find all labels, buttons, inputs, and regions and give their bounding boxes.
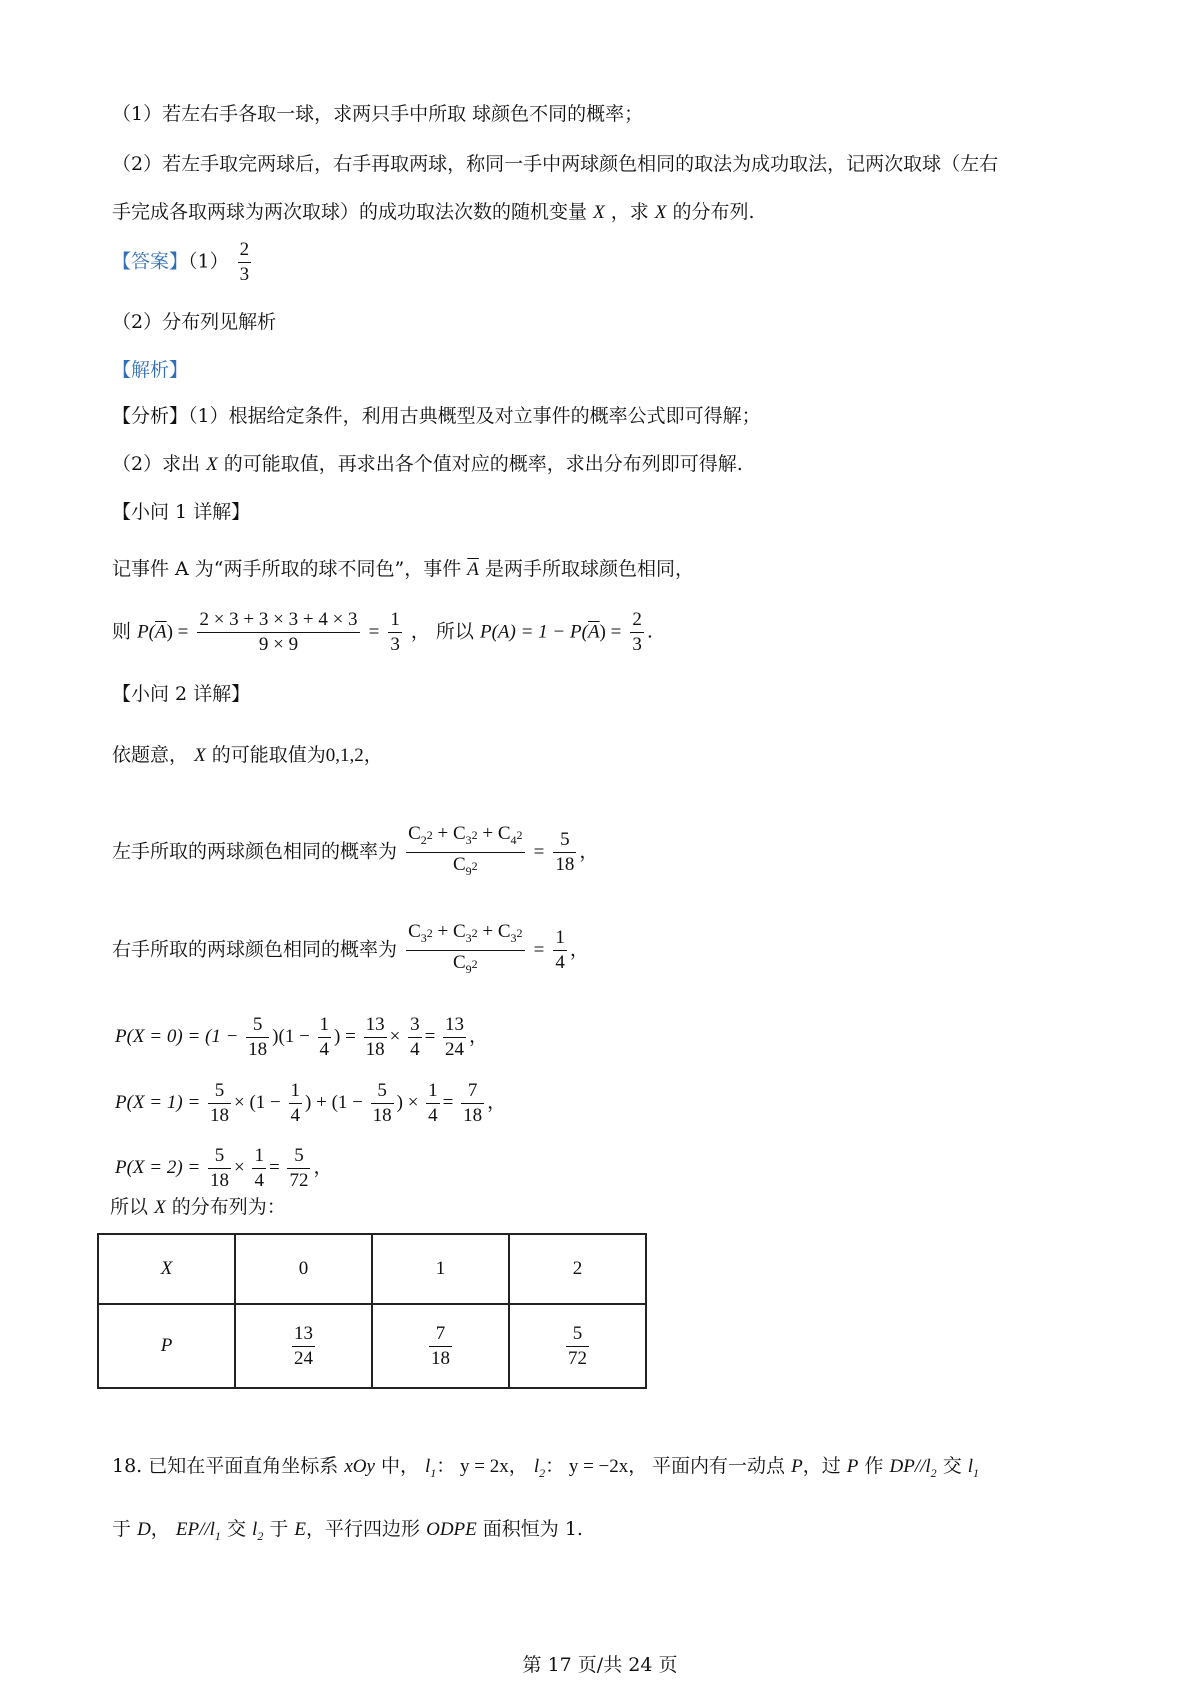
sub2-values: [112, 742, 383, 769]
event-text: 记事件 A 为“两手所取的球不同色”，事件: [112, 558, 462, 580]
p18-p: P: [791, 1456, 803, 1477]
p18-text: 于: [112, 1518, 132, 1540]
question-text: 的分布列.: [672, 201, 755, 223]
math-text: P(X = 2) =: [115, 1156, 201, 1178]
answer-part1: [112, 238, 254, 287]
values-text: 依题意，: [112, 744, 189, 766]
fraction: [630, 608, 644, 657]
fenxi-line2: [112, 451, 743, 478]
then-word: 则: [112, 620, 132, 643]
comb-fraction: $\frac{C_22 + C_32 + C_42}{C_92}$: [408, 823, 523, 878]
fenxi-line1: [112, 403, 761, 429]
p18-text: ： y = −2x， 平面内有一动点: [545, 1456, 786, 1477]
period: .: [646, 620, 653, 643]
fraction: [553, 926, 567, 975]
left-text: 左手所取的两球颜色相同的概率为: [112, 840, 398, 863]
table-cell: 1: [372, 1234, 509, 1304]
var-x: X: [154, 1197, 166, 1218]
table-header-p: P: [98, 1304, 235, 1388]
so-word: ， 所以: [410, 620, 474, 643]
fenxi-label: 【分析】: [112, 405, 189, 427]
event-a-bar: $\overline{A}$: [467, 559, 479, 580]
sub1-formula: [112, 608, 653, 657]
fraction: [197, 608, 359, 657]
p18-xoy: xOy: [344, 1456, 375, 1477]
var-x: X: [194, 745, 206, 766]
p18-text: 作: [864, 1455, 884, 1477]
question-part2-line2: [112, 199, 754, 226]
question-text: ，求: [610, 201, 649, 223]
right-text: 右手所取的两球颜色相同的概率为: [112, 938, 398, 961]
fraction: [388, 608, 402, 657]
numerator: 13: [292, 1322, 315, 1347]
math-text: P(X = 1) =: [115, 1091, 201, 1113]
left-prob: 左手所取的两球颜色相同的概率为 $\frac{C_22 + C_32 + C_42}{C_92}$ = $\frac{5}{18}$ ，: [112, 822, 598, 883]
question-part2-line1: （2）若左手取完两球后，右手再取两球，称同一手中两球颜色相同的取法为成功取法，记两次取球（左右: [112, 153, 999, 175]
table-row: [98, 1234, 646, 1304]
event-text: 是两手所取球颜色相同，: [484, 558, 694, 580]
p18-text: 交: [942, 1455, 962, 1477]
var-x: X: [654, 202, 667, 223]
p18-e: E: [294, 1519, 307, 1540]
denominator: 72: [568, 1347, 587, 1369]
table-cell: [509, 1304, 646, 1388]
p18-d: D: [137, 1519, 151, 1540]
numerator: 1: [553, 926, 567, 951]
p18-text: 面积恒为 1.: [482, 1518, 583, 1540]
p18-text: ，平行四边形: [306, 1518, 421, 1540]
math-text: P(A) = 1 − P(: [479, 621, 588, 643]
fenxi-text: 的可能取值，再求出各个值对应的概率，求出分布列即可得解.: [223, 453, 743, 475]
denominator: 4: [555, 951, 565, 973]
answer-prefix: （1）: [188, 250, 229, 273]
p18-l: l: [425, 1456, 431, 1477]
math-text: ) =: [599, 621, 622, 643]
right-prob: 右手所取的两球颜色相同的概率为 $\frac{C_32 + C_32 + C_32}{C_92}$ = $\frac{1}{4}$ ，: [112, 920, 589, 981]
p18-text: 18. 已知在平面直角坐标系: [112, 1455, 339, 1477]
numerator: 7: [429, 1322, 452, 1347]
event-a-bar: $\overline{A}$: [587, 621, 600, 643]
equals: =: [368, 621, 380, 643]
fenxi-text: （2）求出: [112, 453, 201, 475]
table-row: [98, 1304, 646, 1388]
fraction: [553, 828, 576, 877]
conclusion: [110, 1194, 286, 1221]
fenxi-text: （1）根据给定条件，利用古典概型及对立事件的概率公式即可得解；: [188, 405, 761, 427]
analysis-label: 【解析】: [112, 359, 189, 381]
p18-l: l: [967, 1456, 974, 1477]
math-text: P(: [137, 621, 155, 643]
p18-l: l: [533, 1456, 540, 1477]
p18-odpe: ODPE: [426, 1519, 477, 1540]
comb-fraction: $\frac{C_32 + C_32 + C_32}{C_92}$: [408, 921, 523, 976]
conclusion-text: 的分布列为：: [171, 1196, 286, 1218]
denominator: 3: [239, 264, 250, 285]
values-text: 的可能取值为: [211, 744, 326, 766]
sub1-header: 【小问 1 详解】: [112, 501, 251, 523]
question-part1: （1）若左右手各取一球，求两只手中所取 球颜色不同的概率；: [112, 103, 644, 125]
answer-part2: （2）分布列见解析: [112, 311, 277, 333]
numerator: 5: [553, 828, 576, 853]
table-header-x: X: [98, 1234, 235, 1304]
math-text: ) =: [166, 621, 189, 643]
event-a-bar: $\overline{A}$: [155, 621, 167, 643]
numerator: 2: [238, 238, 252, 263]
numerator: 5: [566, 1322, 589, 1347]
answer-fraction: [238, 238, 252, 287]
distribution-table: [97, 1233, 647, 1389]
numerator: 2 × 3 + 3 × 3 + 4 × 3: [197, 608, 359, 633]
p18-text: 交: [226, 1518, 246, 1540]
p18-text: 中，: [380, 1455, 419, 1477]
p18-ep: EP//l: [175, 1519, 215, 1540]
p18-p: P: [846, 1456, 859, 1477]
var-x: X: [206, 454, 218, 475]
math-text: P(X = 0) = (1 −: [115, 1025, 239, 1047]
px0-line: P(X = 0) = (1 − $\frac{5}{18}$ )(1 − $\frac{1}{4}$ ) = $\frac{13}{18}$ × $\frac{3}{4}$ = $\frac{13}{24}$ ，: [115, 1014, 489, 1060]
values-text: ，: [363, 744, 383, 766]
sub2-header: 【小问 2 详解】: [112, 683, 251, 705]
p18-l: l: [252, 1519, 258, 1540]
answer-label: 【答案】: [112, 250, 189, 273]
denominator: 3: [390, 634, 400, 655]
problem18-line1: 18. 已知在平面直角坐标系 xOy 中， $l_1$： y = 2x， $l_2$： y = −2x， 平面内有一动点 P，过 P 作 $DP//l_2$ 交 $l_1$: [112, 1455, 980, 1480]
table-cell: 2: [509, 1234, 646, 1304]
problem18-line2: 于 D， $EP//l_1$ 交 $l_2$ 于 E，平行四边形 ODPE 面积恒为 1.: [112, 1518, 583, 1543]
denominator: 3: [632, 634, 642, 655]
p18-dp: DP//l: [889, 1456, 931, 1477]
denominator: 18: [555, 853, 575, 875]
sub1-event: [112, 556, 694, 583]
page-footer: 第 17 页/共 24 页: [522, 1654, 678, 1676]
question-text: 手完成各取两球为两次取球）的成功取法次数的随机变量: [112, 201, 588, 223]
table-cell: [235, 1304, 372, 1388]
table-cell: 0: [235, 1234, 372, 1304]
denominator: 9 × 9: [258, 634, 299, 655]
px1-line: P(X = 1) = $\frac{5}{18}$ × (1 − $\frac{1}{4}$ ) + (1 − $\frac{5}{18}$ ) × $\frac{1}{4}$ = $\frac{7}{18}$ ，: [115, 1080, 507, 1126]
values-list: 0,1,2: [325, 745, 364, 766]
p18-text: ，过: [802, 1455, 841, 1477]
numerator: 2: [630, 608, 644, 633]
p18-text: ： y = 2x，: [436, 1456, 528, 1477]
conclusion-text: 所以: [110, 1196, 149, 1218]
table-cell: [372, 1304, 509, 1388]
p18-text: 于: [269, 1518, 289, 1540]
var-x: X: [593, 202, 605, 223]
p18-text: ，: [150, 1518, 170, 1540]
denominator: 18: [431, 1347, 450, 1369]
denominator: 24: [294, 1347, 313, 1369]
px2-line: P(X = 2) = $\frac{5}{18}$ × $\frac{1}{4}$ = $\frac{5}{72}$ ，: [115, 1145, 333, 1191]
numerator: 1: [388, 608, 402, 633]
